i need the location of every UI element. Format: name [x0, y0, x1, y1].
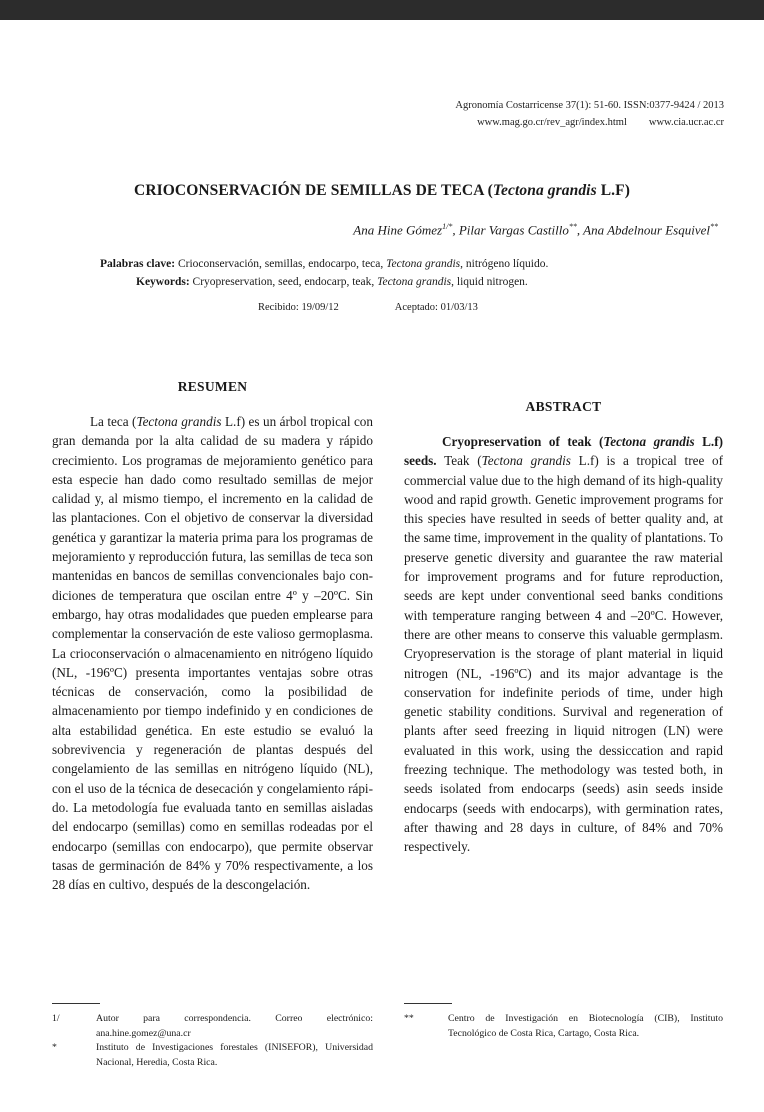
author-3: Ana Abdelnour Esquivel: [583, 222, 710, 238]
palabras-clave: Palabras clave: Crioconservación, semillas, endocarpo, teca, Tectona grandis, nitrógeno líquido.: [100, 258, 549, 270]
author-1: Ana Hine Gómez: [353, 222, 443, 238]
footnote-2: * Instituto de Investigaciones forestales (INISEFOR), Universidad Nacional, Heredia, Costa Rica.: [52, 1042, 373, 1068]
journal-citation: Agronomía Costarricense 37(1): 51-60. ISSN:0377-9424 / 2013: [455, 100, 724, 111]
abstract-body: Cryopreservation of teak (Tectona grandis L.f) seeds. Teak (Tectona grandis L.f) is a tropical tree of commercial value due to the high demand of its high-quality wood and rapid growth. Genetic improvement programs for this species have resulted in seeds of better quality and, at the same time, improvement in the quality of plantations. To preserve genetic diversity and guarantee the raw material for improvement programs and for future reproduction, seeds are kept under conventional seed banks conditions with temperature ranging between 4 and –20ºC. However, there are other means to conserve this valuable germplasm. Cryopreservation is the storage of plant material in liquid nitrogen (NL, -196ºC) and its major advantage is the conservation for indefinite periods of time, under high genetic stability conditions. Survival and regeneration of plants after seed freezing in liquid nitrogen (LN) were evaluated in this work, using the dessiccation and rapid freezing technique. The methodology was tested both, in seeds isolated from endocarps (seeds) asin seeds inside endocarps (seeds with endocarps), with germination rates, after thawing and 28 days in culture, of 84% and 70% respectively.: [404, 434, 723, 855]
footnote-rule-right: [404, 1003, 452, 1004]
journal-url-mag[interactable]: www.mag.go.cr/rev_agr/index.html: [477, 117, 627, 128]
keywords-block: [100, 255, 548, 291]
author-list: Ana Hine Gómez$^{1/*}$, Pilar Vargas Castillo**, Ana Abdelnour Esquivel**: [353, 222, 718, 238]
footnotes-right: [404, 1012, 723, 1041]
journal-url-cia[interactable]: www.cia.ucr.ac.cr: [648, 117, 724, 128]
author-2: Pilar Vargas Castillo: [458, 222, 569, 238]
resumen-body: La teca (Tectona grandis L.f) es un árbol tropical con gran demanda por la alta calidad de su madera y rápido crecimiento. Los programas de mejoramiento genético para esta especie han dado como resultado semillas de mejor calidad y, al mismo tiempo, el incremento en la calidad de las plantaciones. Con el objetivo de conservar la diversidad genética y garantizar la materia prima para los programas de mejoramiento y reproducción futura, las semillas de teca son mantenidas en bancos de semillas convencionales bajo condiciones de temperatura que oscilan entre 4º y –20ºC. Sin embargo, hay otras modalidades que pueden emplearse para complementar la conservación de este valioso germoplasma. La crioconservación o almacenamiento en nitrógeno líquido (NL, -196ºC) presenta importantes ventajas sobre otras técnicas de conservación, como la posibilidad de almacenamiento por tiempo indefinido y en condiciones de alta estabilidad genética. En este estudio se evaluó la sobrevivencia y regeneración de plantas después del congelamiento de las semillas en nitrógeno líquido (NL), con el uso de la técnica de desecación y congelamiento rápido. La metodología fue evaluada tanto en semillas aisladas del endocarpo (semillas) como en semillas rodeadas por el endocarpo (semillas con endocarpo), que permite observar tasas de germinación de 84% y 70% respectivamente, a los 28 días en cultivo, después de la descongelación.: [52, 414, 373, 893]
submission-dates: [258, 302, 478, 313]
article-title: CRIOCONSERVACIÓN DE SEMILLAS DE TECA (Tectona grandis L.F): [134, 182, 630, 199]
footnotes-left: [52, 1012, 373, 1070]
journal-header: [455, 97, 724, 131]
footnote-1: 1/ Autor para correspondencia. Correo electrónico: ana.hine.gomez@una.cr: [52, 1013, 373, 1039]
footnote-3: ** Centro de Investigación en Biotecnología (CIB), Instituto Tecnológico de Costa Rica, Cartago, Costa Rica.: [404, 1013, 723, 1039]
received-date: Recibido: 19/09/12: [258, 302, 339, 313]
accepted-date: Aceptado: 01/03/13: [394, 302, 478, 313]
viewer-top-bar: [0, 0, 764, 20]
footnote-rule-left: [52, 1003, 100, 1004]
keywords-en: Keywords: Cryopreservation, seed, endocarp, teak, Tectona grandis, liquid nitrogen.: [136, 276, 528, 288]
resumen-heading: RESUMEN: [177, 379, 248, 394]
abstract-heading: ABSTRACT: [525, 399, 602, 414]
